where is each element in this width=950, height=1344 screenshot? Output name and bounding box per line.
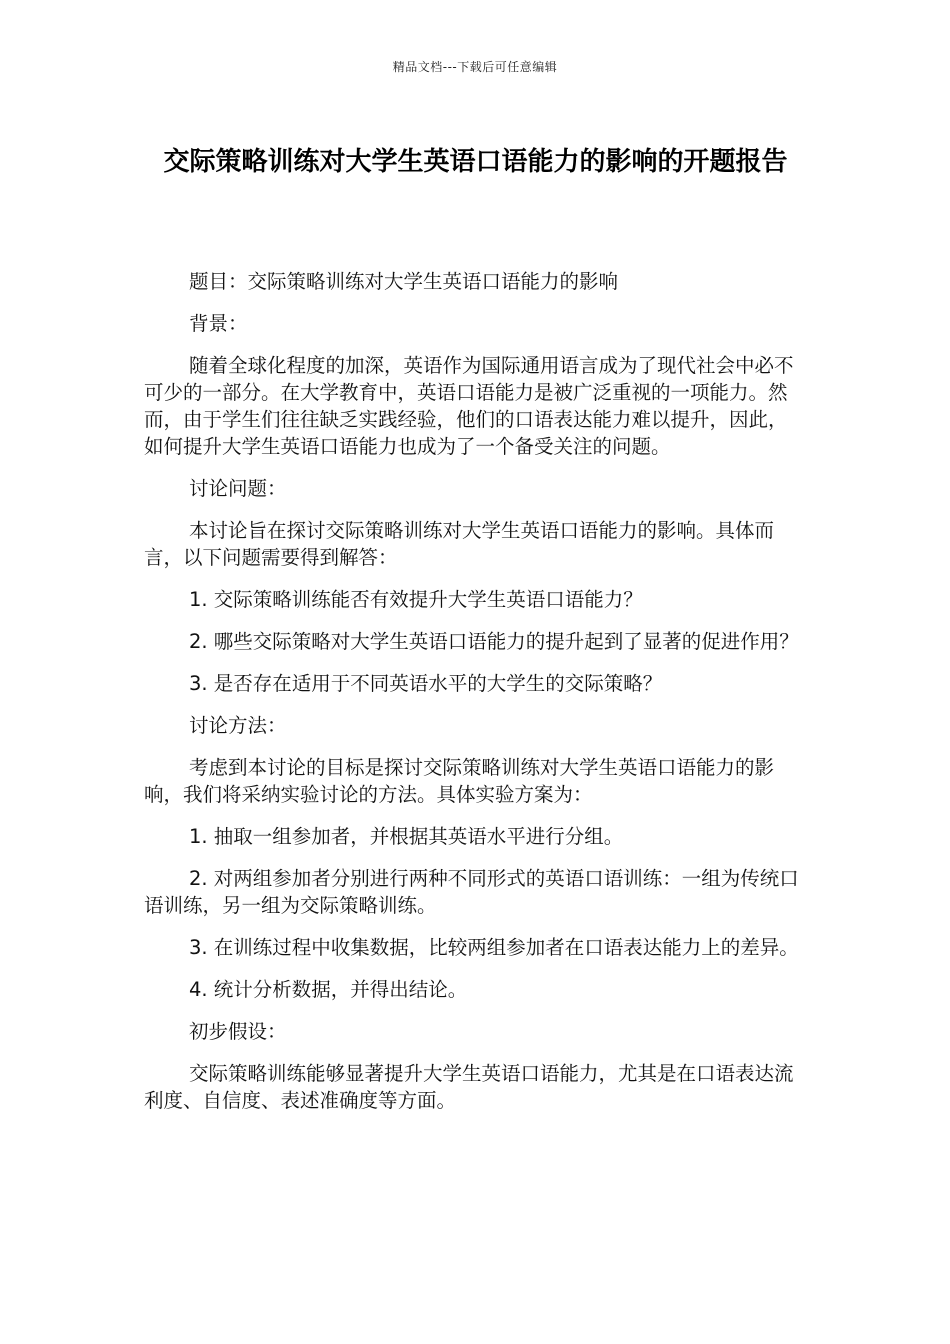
section-heading-hypothesis: 初步假设： — [189, 1020, 287, 1043]
section-heading-questions: 讨论问题： — [189, 477, 287, 500]
question-item-1: 1. 交际策略训练能否有效提升大学生英语口语能力？ — [189, 588, 643, 611]
section-heading-background: 背景： — [189, 312, 248, 335]
topic-line: 题目：交际策略训练对大学生英语口语能力的影响 — [189, 270, 619, 293]
method-step-4: 4. 统计分析数据，并得出结论。 — [189, 978, 468, 1001]
hypothesis-paragraph: 交际策略训练能够显著提升大学生英语口语能力，尤其是在口语表达流利度、自信度、表述准确度等方面。 — [144, 1062, 794, 1112]
question-item-3: 3. 是否存在适用于不同英语水平的大学生的交际策略？ — [189, 672, 663, 695]
document-body — [144, 268, 799, 1129]
method-step-1: 1. 抽取一组参加者，并根据其英语水平进行分组。 — [189, 825, 624, 848]
header-note: 精品文档---下载后可任意编辑 — [392, 60, 558, 74]
document-title: 交际策略训练对大学生英语口语能力的影响的开题报告 — [163, 147, 788, 177]
questions-intro-paragraph: 本讨论旨在探讨交际策略训练对大学生英语口语能力的影响。具体而言，以下问题需要得到解答： — [144, 519, 775, 569]
section-heading-method: 讨论方法： — [189, 714, 287, 737]
background-paragraph: 随着全球化程度的加深，英语作为国际通用语言成为了现代社会中必不可少的一部分。在大学教育中，英语口语能力是被广泛重视的一项能力。然而，由于学生们往往缺乏实践经验，他们的口语表达能力难以提升，因此，如何提升大学生英语口语能力也成为了一个备受关注的问题。 — [144, 354, 794, 458]
method-step-2: 2. 对两组参加者分别进行两种不同形式的英语口语训练：一组为传统口语训练，另一组为交际策略训练。 — [144, 867, 799, 917]
question-item-2: 2. 哪些交际策略对大学生英语口语能力的提升起到了显著的促进作用？ — [189, 630, 799, 653]
method-step-3: 3. 在训练过程中收集数据，比较两组参加者在口语表达能力上的差异。 — [189, 936, 799, 959]
method-intro-paragraph: 考虑到本讨论的目标是探讨交际策略训练对大学生英语口语能力的影响，我们将采纳实验讨论的方法。具体实验方案为： — [144, 756, 775, 806]
